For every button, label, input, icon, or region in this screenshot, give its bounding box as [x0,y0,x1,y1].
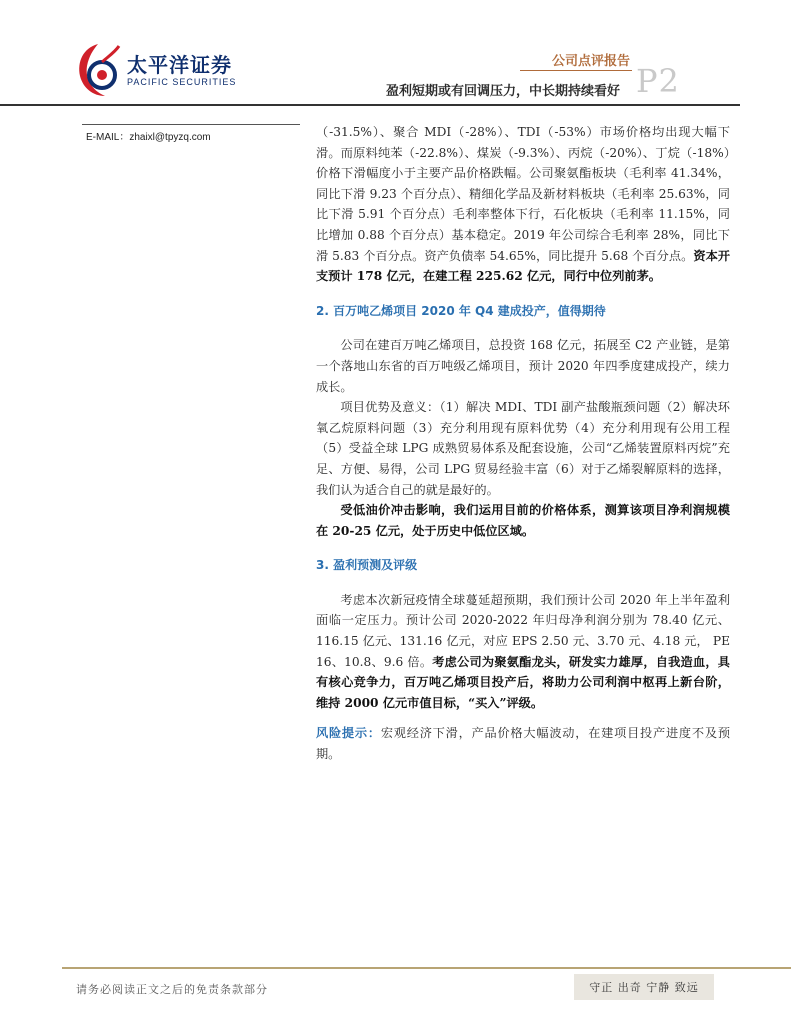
analyst-email[interactable]: E-MAIL：zhaixl@tpyzq.com [86,132,211,143]
paragraph-emphasis: 资本开支预计 178 亿元，在建工程 225.62 亿元，同行中位列前茅。 [316,248,731,284]
paragraph-emphasis: 考虑公司为聚氨酯龙头，研发实力雄厚，自我造血，具有核心竞争力，百万吨乙烯项目投产后，将助力公司利润中枢再上新台阶，维持 2000 亿元市值目标，“买入”评级。 [316,654,730,710]
report-body [316,122,730,765]
brand-name-en: PACIFIC SECURITIES [127,77,237,87]
header-divider [0,104,740,106]
report-title: 盈利短期或有回调压力，中长期持续看好 [385,84,620,99]
company-logo [75,42,235,104]
footer-divider [62,967,791,969]
page-number: P2 [636,62,680,100]
section-heading-2: 2. 百万吨乙烯项目 2020 年 Q4 建成投产，值得期待 [316,303,606,318]
paragraph-emphasis: 受低油价冲击影响，我们运用目前的价格体系，测算该项目净利润规模在 20-25 亿元，处于历史中低位区域。 [316,503,730,538]
logo-emblem-icon [75,42,121,98]
paragraph-text: 考虑本次新冠疫情全球蔓延超预期，我们预计公司 2020 年上半年盈利面临一定压力。预计公司 2020-2022 年归母净利润分别为 78.40 亿元、116.15 亿元、131.16 亿元，对应 EPS 2.50 元、3.70 元、4.18 元， PE 16、10.8、9.6 倍。 [316,592,730,669]
brand-name-cn: 太平洋证券 [127,53,232,77]
risk-warning [316,723,730,764]
paragraph [316,122,730,287]
footer-disclaimer: 请务必阅读正文之后的免责条款部分 [76,983,268,996]
section-heading-3: 3. 盈利预测及评级 [316,558,418,573]
paragraph [316,590,730,714]
paragraph: 项目优势及意义：（1）解决 MDI、TDI 副产盐酸瓶颈问题（2）解决环氧乙烷原料问题（3）充分利用现有原料优势（4）充分利用现有公用工程（5）受益全球 LPG 成熟贸易体系及配套设施，公司“乙烯装置原料丙烷”充足、方便、易得，公司 LPG 贸易经验丰富（6）对于乙烯裂解原料的选择，我们认为适合自己的就是最好的。 [316,400,730,497]
report-type: 公司点评报告 [551,54,630,69]
risk-text: 宏观经济下滑，产品价格大幅波动，在建项目投产进度不及预期。 [316,726,731,762]
sidebar-divider [82,124,300,125]
paragraph: 公司在建百万吨乙烯项目，总投资 168 亿元，拓展至 C2 产业链，是第一个落地山东省的百万吨级乙烯项目，预计 2020 年四季度建成投产，续力成长。 [316,338,730,394]
risk-label: 风险提示： [316,726,381,741]
header-accent-divider [520,70,632,71]
paragraph-text: （-31.5%）、聚合 MDI（-28%）、TDI（-53%）市场价格均出现大幅下滑。而原料纯苯（-22.8%）、煤炭（-9.3%）、丙烷（-20%）、丁烷（-18%）价格下滑幅度小于主要产品价格跌幅。公司聚氨酯板块（毛利率 41.34%，同比下滑 9.23 个百分点）、精细化学品及新材料板块（毛利率 25.63%，同比下滑 5.91 个百分点）毛利率整体下行，石化板块（毛利率 11.15%，同比增加 0.88 个百分点）基本稳定。2019 年公司综合毛利率 28%，同比下滑 5.83 个百分点。资产负债率 54.65%，同比提升 5.68 个百分点。 [316,125,730,263]
footer-motto: 守正 出奇 宁静 致远 [574,974,714,1000]
